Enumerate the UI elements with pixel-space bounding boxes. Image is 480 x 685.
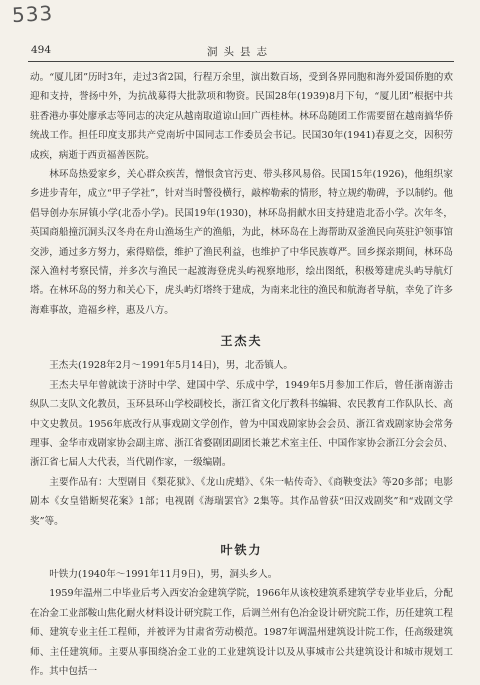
book-title: 洞头县志	[207, 46, 273, 58]
paragraph: 1959年温州二中毕业后考入西安冶金建筑学院，1966年从该校建筑系建筑学专业毕业后，分配在冶金工业部鞍山焦化耐火材料设计研究院工作，后调兰州有色冶金设计研究院工作，历任建筑工程师、建筑专业主任工程师，并被评为甘肃省劳动模范。1987年调温州建筑设计院工作，任高级建筑师、主任建筑师。主要从事围绕冶金工业的工业建筑设计以及从事城市公共建筑设计和城市规划工作。其中包括一	[30, 588, 453, 677]
section-heading-ye-tieli: 叶铁力	[220, 542, 263, 557]
page-body	[30, 68, 453, 681]
page-number: 494	[31, 44, 52, 56]
handwritten-page-number: 533	[11, 0, 54, 28]
paragraph: 主要作品有：大型剧目《梨花狱》、《龙山虎蜡》、《朱一帖传奇》、《商鞅变法》等20多部；电影剧本《女皇错断契花案》1部；电视剧《海瑞罢官》2集等。其作品曾获“田汉戏剧奖”和“戏剧文学奖”等。	[30, 476, 453, 527]
section-heading-wang-jiefu: 王杰夫	[220, 334, 263, 349]
paragraph: 动。“厦儿团”历时3年，走过3省2国，行程万余里，演出数百场，受到各界同胞和海外爱国侨胞的欢迎和支持，誉扬中外，为抗战募得大批款项和物资。民国28年(1939)8月下旬，“厦儿团”根据中共驻香港办事处廖承志等同志的决定从越南取道谅山回广西桂林。林环岛随团工作需要留在越南搞华侨统战工作。担任印度支那共产党南圻中国同志工作委员会书记。民国30年(1941)春夏之交，因积劳成疾，病逝于西贡福善医院。	[30, 72, 453, 161]
page-header	[28, 44, 452, 60]
paragraph: 林环岛热爱家乡，关心群众疾苦，憎恨贪官污吏、带头移风易俗。民国15年(1926)，他组织家乡进步青年，成立“甲子学社”，针对当时警役横行，敲榨勒索的情形，特立规约勒碑，予以制约。他倡导创办东屏镇小学(北岙小学)。民国19年(1930)，林环岛捐献水田支持建造北岙小学。次年冬，英国商船撞沉洞头汉冬舟在舟山渔场生产的渔船，为此，林环岛在上海帮助双釜渔民向英驻沪领事馆交涉，通过多方努力，索得赔偿，维护了渔民利益，也维护了中华民族尊严。回乡探亲期间，林环岛深入渔村考察民情，并多次与渔民一起渡海登虎头屿视察地形，绘出图纸，积极筹建虎头屿导航灯塔。在林环岛的努力和关心下，虎头屿灯塔终于建成，为南来北往的渔民和航海者导航，幸免了许多海难事故，造福乡梓，惠及八方。	[30, 169, 453, 316]
header-rule	[28, 61, 454, 62]
paragraph: 王杰夫(1928年2月～1991年5月14日)，男，北岙镇人。	[49, 360, 294, 372]
paragraph: 叶铁力(1940年～1991年11月9日)，男，洞头乡人。	[49, 568, 278, 580]
paragraph: 王杰夫早年曾就读于济时中学、建国中学、乐成中学，1949年5月参加工作后，曾任浙南游击纵队二支队文化教员，玉环县环山学校副校长，浙江省文化厅教科书编辑、农民教育工作队队长、高中文史教员。1956年底改行从事戏剧文学创作，曾为中国戏剧家协会会员、浙江省戏剧家协会常务理事、金华市戏剧家协会副主席、浙江省婺剧团副团长兼艺术室主任、中国作家协会浙江分会会员、浙江省七届人大代表，当代剧作家，一级编剧。	[30, 379, 453, 469]
